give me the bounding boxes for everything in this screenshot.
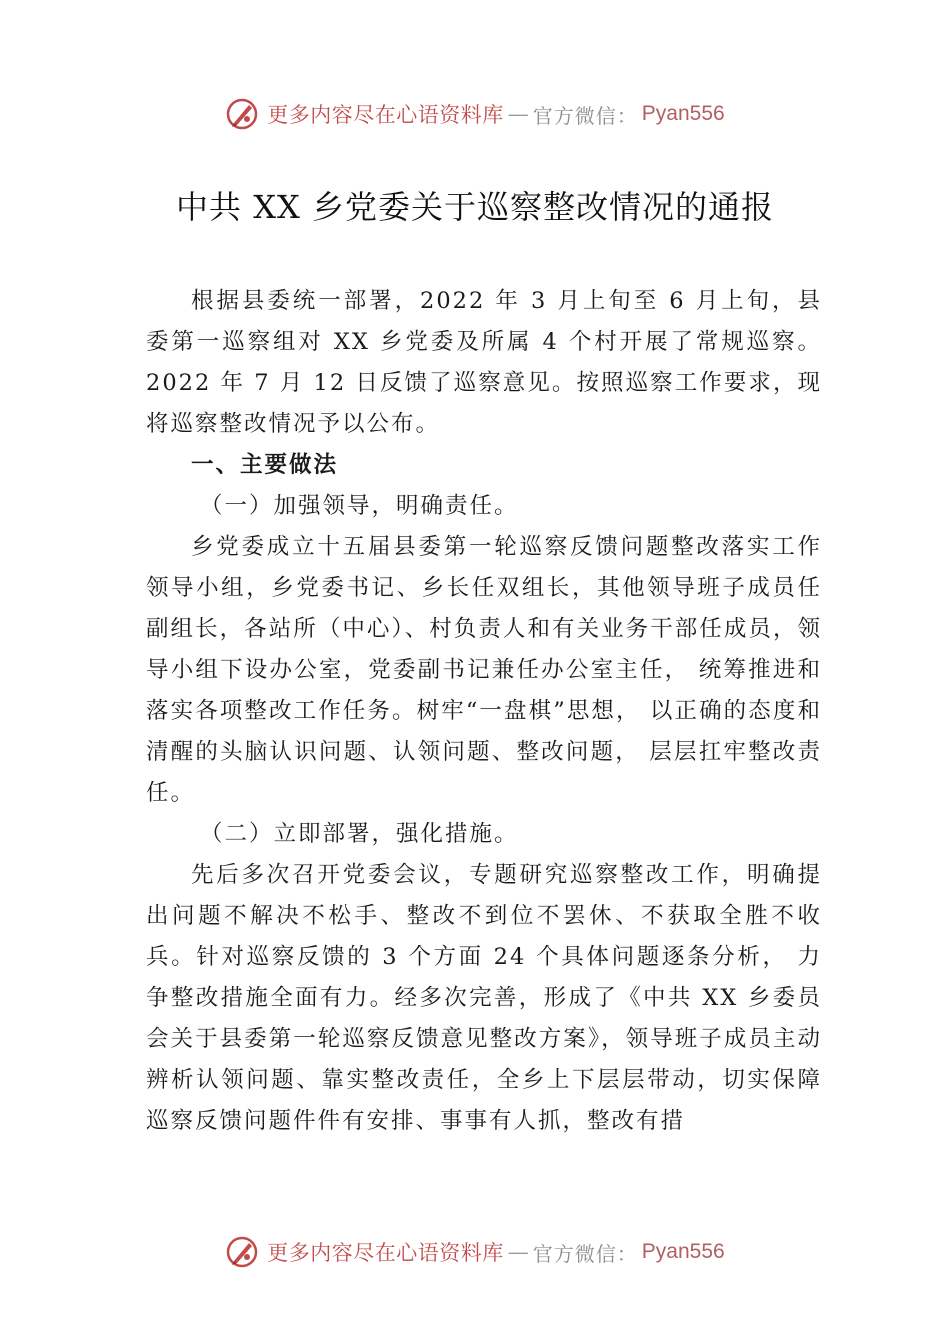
section-heading: 一、主要做法 <box>191 452 339 478</box>
watermark-wechat-id: Pyan556 <box>641 102 725 125</box>
watermark-banner-top <box>0 94 950 134</box>
subsection-heading: （二）立即部署，强化措施。 <box>200 821 519 847</box>
document-title: 中共 XX 乡党委关于巡察整改情况的通报 <box>176 188 774 226</box>
watermark-wechat-label: 官方微信： <box>532 1241 638 1266</box>
pen-seal-icon <box>225 97 259 131</box>
body-paragraph: 先后多次召开党委会议，专题研究巡察整改工作，明确提出问题不解决不松手、整改不到位不罢休、不获取全胜不收兵。针对巡察反馈的 3 个方面 24 个具体问题逐条分析， 力争整改措施全面有力。经多次完善，形成了《中共 XX 乡委员会关于县委第一轮巡察反馈意见整改方案》，领导班子成员主动辨析认领问题、靠实整改责任，全乡上下层层带动，切实保障巡察反馈问题件件有安排、事事有人抓，整改有措 <box>146 862 822 1134</box>
watermark-wechat-id: Pyan556 <box>641 1240 725 1263</box>
document-body <box>146 281 822 1142</box>
watermark-text: 更多内容尽在心语资料库 <box>267 1241 504 1265</box>
watermark-separator: — <box>507 102 529 126</box>
watermark-banner-bottom <box>0 1232 950 1272</box>
pen-seal-icon <box>225 1235 259 1269</box>
watermark-wechat-label: 官方微信： <box>532 103 638 128</box>
watermark-text: 更多内容尽在心语资料库 <box>267 103 504 127</box>
body-paragraph: 乡党委成立十五届县委第一轮巡察反馈问题整改落实工作领导小组，乡党委书记、乡长任双组长，其他领导班子成员任副组长，各站所（中心）、村负责人和有关业务干部任成员，领导小组下设办公室，党委副书记兼任办公室主任， 统筹推进和落实各项整改工作任务。树牢“一盘棋”思想， 以正确的态度和清醒的头脑认识问题、认领问题、整改问题， 层层扛牢整改责任。 <box>146 534 822 806</box>
watermark-separator: — <box>507 1240 529 1264</box>
intro-paragraph: 根据县委统一部署，2022 年 3 月上旬至 6 月上旬，县委第一巡察组对 XX 乡党委及所属 4 个村开展了常规巡察。2022 年 7 月 12 日反馈了巡察意见。按照巡察工作要求，现将巡察整改情况予以公布。 <box>146 288 822 437</box>
subsection-heading: （一）加强领导，明确责任。 <box>200 493 519 519</box>
